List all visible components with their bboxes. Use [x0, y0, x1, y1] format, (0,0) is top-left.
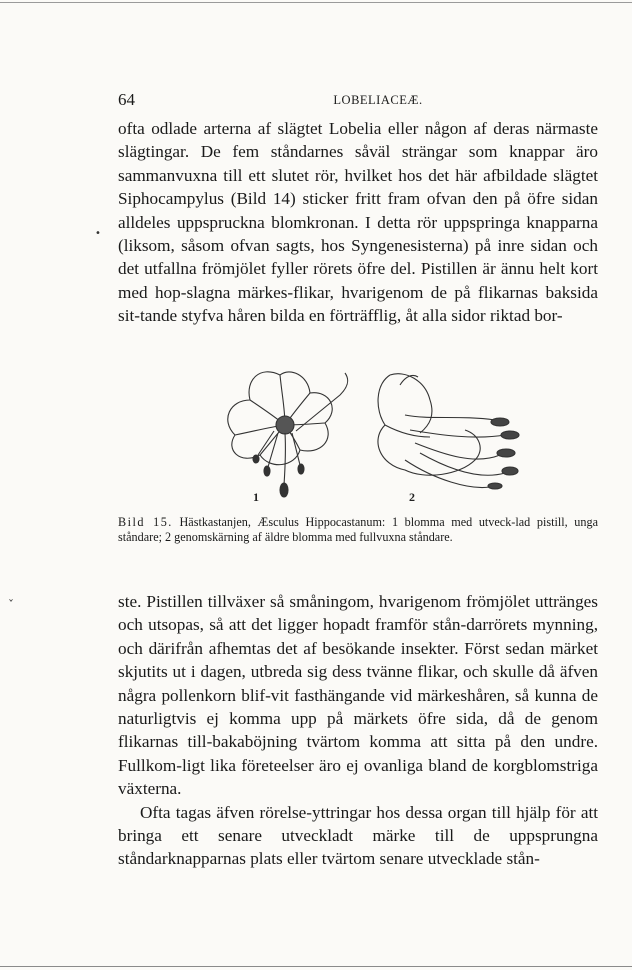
top-rule	[0, 2, 632, 3]
paragraph-2-text: ste. Pistillen tillväxer så småningom, hvarigenom frömjölet uttränges och utsopas, så att det ligger hopadt framför stån-darrörets mynning, och därifrån afhemtas det af besökande insekter. Först sedan märket skjutits ut i dagen, utbreda sig dess tvänne flikar, och skulle då äfven några pollenkorn blif-vit fasthängande vid märkeshåren, så kunna de naturligtvis ej komma upp på märkets öfre sida, då de genom flikarnas till-bakaböjning tvärtom komma att sitta på den undre. Fullkom-ligt lika företeelser äro ej ovanliga bland de korgblomstriga växterna.	[118, 592, 598, 799]
bottom-rule	[0, 966, 632, 967]
page-header	[118, 90, 598, 110]
running-title: LOBELIACEÆ.	[333, 93, 423, 107]
paragraph-1-text: ofta odlade arterna af slägtet Lobelia eller någon af deras närmaste slägtingar. De fem ståndarnes såväl strängar som knappar äro sammanvuxna till ett slutet rör, hvilket hos det här afbildade slägtet Siphocampylus (Bild 14) sticker fritt fram ofvan den på öfre sidan alldeles uppspruckna blomkronan. I detta rör uppspringa knapparna (liksom, såsom ofvan sagts, hos Syngenesisterna) på inre sidan och det utfallna frömjölet fyller rörets öfre del. Pistillen är ännu helt kort med hop-slagna märkes-flikar, hvarigenom de på flikarnas baksida sit-tande styfva håren bilda en förträfflig, åt alla sidor riktad bor-	[118, 119, 598, 326]
paragraph-2	[118, 590, 598, 871]
figure-label-2: 2	[409, 490, 415, 504]
flower-illustration	[190, 355, 530, 505]
flower-1-drawing	[228, 372, 348, 497]
paragraph-3-text: Ofta tagas äfven rörelse-yttringar hos dessa organ till hjälp för att bringa ett senare utveckladt märke till de uppsprungna ståndarknapparnas plats eller tvärtom senare utvecklade stån-	[118, 802, 598, 869]
margin-mark: •	[95, 228, 101, 239]
flower-2-drawing	[378, 374, 519, 489]
caption-lead: Bild 15.	[118, 515, 173, 529]
caption-text: Hästkastanjen, Æsculus Hippocastanum: 1 blomma med utveck-lad pistill, unga ståndare; 2 genomskärning af äldre blomma med fullvuxna ståndare.	[118, 515, 599, 544]
paragraph-1	[118, 117, 598, 328]
margin-mark: ˇ	[8, 598, 14, 612]
page-number: 64	[118, 90, 135, 109]
figure-horse-chestnut	[190, 355, 530, 505]
figure-caption	[118, 515, 598, 544]
figure-label-1: 1	[253, 490, 259, 504]
